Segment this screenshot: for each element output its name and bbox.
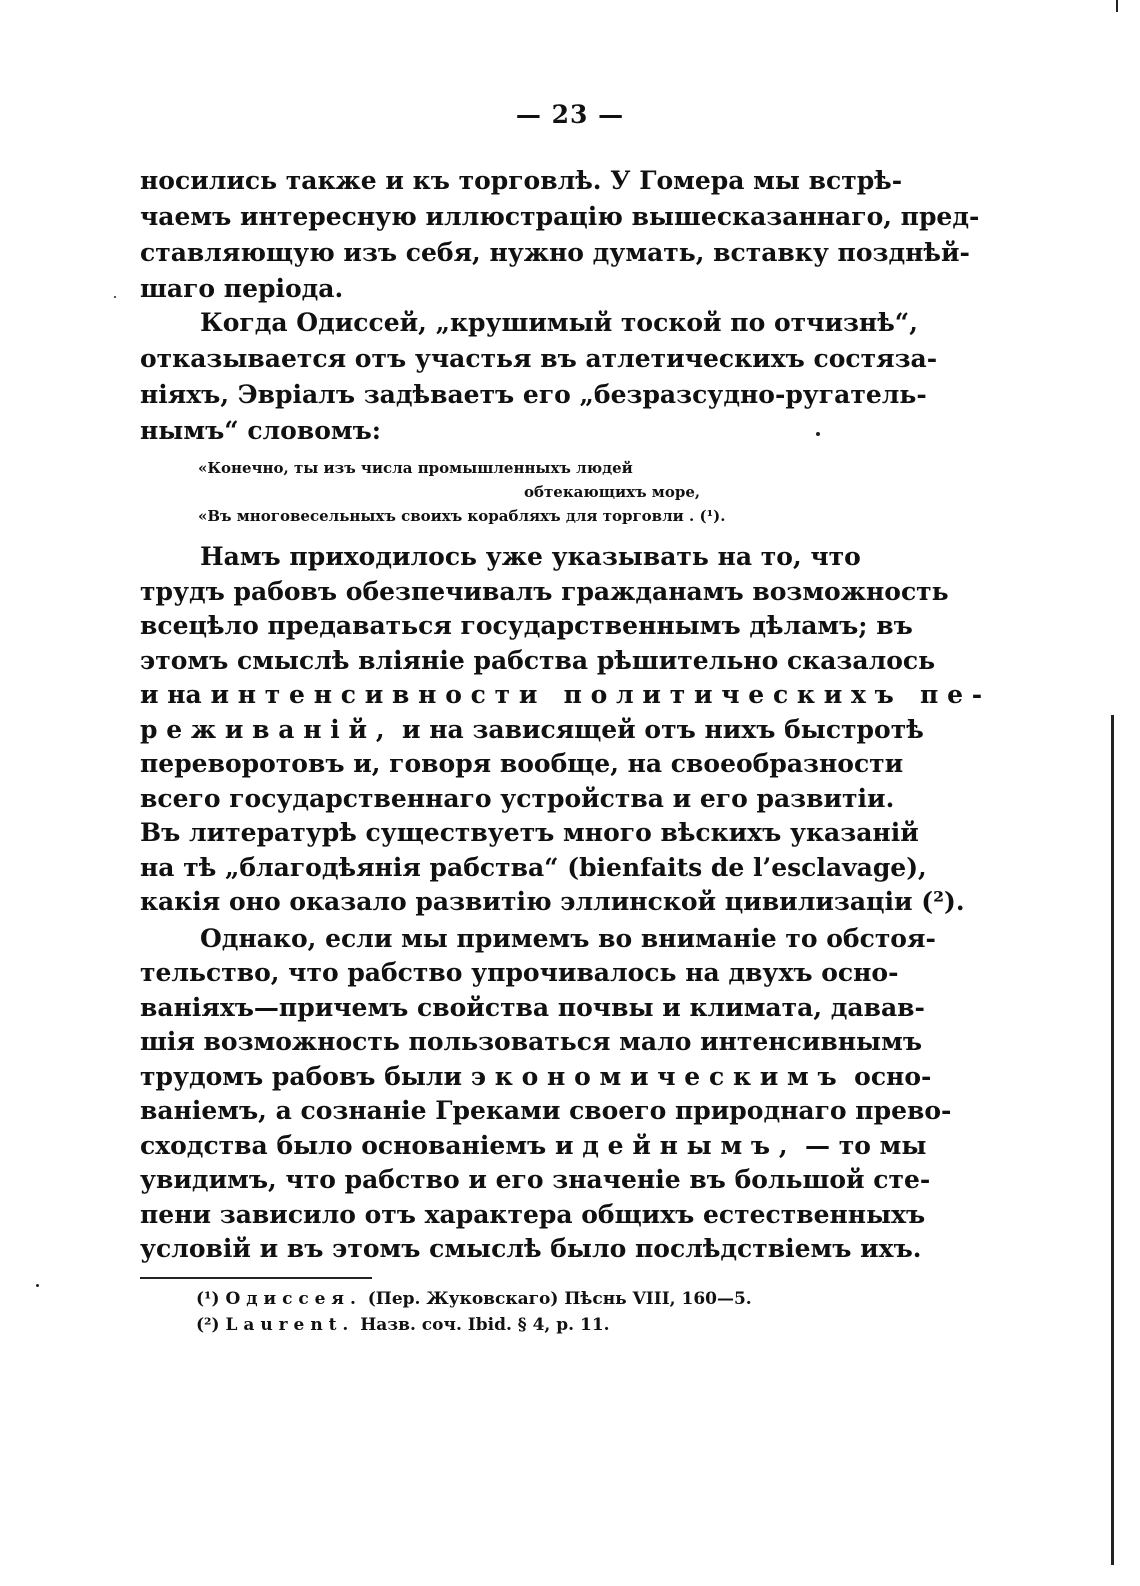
text-line: [140, 712, 924, 748]
text-line: ваніемъ, а сознаніе Греками своего природнаго прево-: [140, 1096, 952, 1125]
text-line: переворотовъ и, говоря вообще, на своеобразности: [140, 749, 904, 778]
scan-edge-mark: [1116, 0, 1118, 12]
text-line: Когда Одиссей, „крушимый тоской по отчизнѣ“,: [200, 308, 918, 337]
scan-speck: [114, 296, 116, 298]
scan-speck: [816, 432, 820, 436]
footnote-rule: [140, 1277, 372, 1279]
text-line: трудъ рабовъ обезпечивалъ гражданамъ возможность: [140, 577, 949, 606]
text-line: носились также и къ торговлѣ. У Гомера мы встрѣ-: [140, 166, 903, 195]
text-segment: и на зависящей отъ нихъ быстротѣ: [402, 715, 924, 744]
text-line: на тѣ „благодѣянія рабства“ (bienfaits de l’esclavage),: [140, 853, 927, 882]
text-line: какія оно оказало развитію эллинской цивилизаціи (²).: [140, 887, 965, 916]
text-line: тельство, что рабство упрочивалось на двухъ осно-: [140, 958, 899, 987]
text-line: Однако, если мы примемъ во вниманіе то обстоя-: [200, 924, 936, 953]
spaced-text: экономическимъ: [470, 1062, 846, 1091]
text-line: ніяхъ, Эвріалъ задѣваетъ его „безразсудно-ругатель-: [140, 380, 927, 409]
verse-line: обтекающихъ море,: [524, 483, 701, 501]
footnote-text: Назв. соч. Ibid. § 4, p. 11.: [360, 1315, 610, 1335]
verse-line: «Конечно, ты изъ числа промышленныхъ людей: [198, 459, 633, 477]
text-segment: трудомъ рабовъ были: [140, 1062, 463, 1091]
footnote-mark: (¹): [196, 1289, 220, 1309]
text-line: отказывается отъ участья въ атлетическихъ состяза-: [140, 344, 938, 373]
text-line: Въ литературѣ существуетъ много вѣскихъ указаній: [140, 818, 919, 847]
footnote-author: Одиссея.: [225, 1289, 362, 1309]
text-line: нымъ“ словомъ:: [140, 416, 382, 445]
text-segment: сходства было основаніемъ: [140, 1131, 547, 1160]
text-line: ставляющую изъ себя, нужно думать, вставку позднѣй-: [140, 238, 970, 267]
page-number: — 23 —: [515, 100, 625, 129]
text-line: шаго періода.: [140, 274, 344, 303]
footnote-text: (Пер. Жуковскаго) Пѣснь VIII, 160—5.: [367, 1289, 752, 1309]
verse-line: «Въ многовесельныхъ своихъ корабляхъ для торговли . (¹).: [198, 507, 726, 525]
footnote-mark: (²): [196, 1315, 220, 1335]
footnote-1: [196, 1286, 752, 1312]
text-line: [140, 677, 991, 713]
text-line: [140, 1059, 932, 1095]
scan-speck: [36, 1284, 39, 1287]
text-segment: — то мы: [805, 1131, 927, 1160]
spaced-text: реживаній,: [140, 715, 394, 744]
text-line: Намъ приходилось уже указывать на то, что: [200, 542, 861, 571]
text-line: всецѣло предаваться государственнымъ дѣламъ; въ: [140, 611, 913, 640]
spaced-text: интенсивности политическихъ пе-: [210, 680, 991, 709]
footnote-author: Laurent.: [225, 1315, 355, 1335]
text-line: увидимъ, что рабство и его значеніе въ большой сте-: [140, 1165, 931, 1194]
spaced-text: идейнымъ,: [554, 1131, 797, 1160]
text-line: всего государственнаго устройства и его развитіи.: [140, 784, 895, 813]
text-line: условій и въ этомъ смыслѣ было послѣдствіемъ ихъ.: [140, 1234, 922, 1263]
footnote-2: [196, 1312, 610, 1338]
text-line: ваніяхъ—причемъ свойства почвы и климата, давав-: [140, 993, 925, 1022]
text-line: шія возможность пользоваться мало интенсивнымъ: [140, 1027, 922, 1056]
scan-edge-line: [1111, 715, 1114, 1565]
text-segment: осно-: [854, 1062, 932, 1091]
text-line: чаемъ интересную иллюстрацію вышесказаннаго, пред-: [140, 202, 980, 231]
text-line: [140, 1128, 927, 1164]
text-segment: и на: [140, 680, 202, 709]
text-line: этомъ смыслѣ вліяніе рабства рѣшительно сказалось: [140, 646, 936, 675]
text-line: пени зависило отъ характера общихъ естественныхъ: [140, 1200, 926, 1229]
